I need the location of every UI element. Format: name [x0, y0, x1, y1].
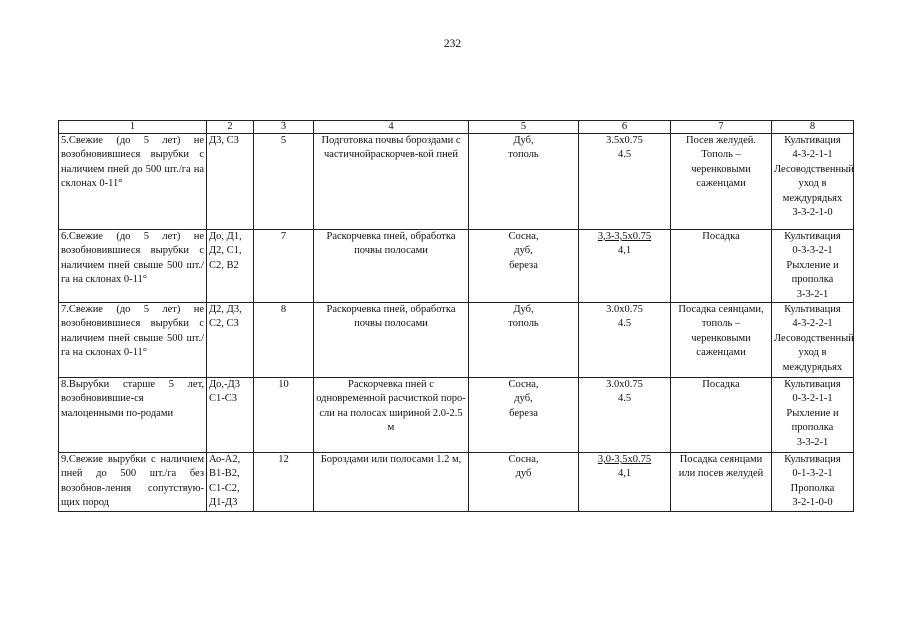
- species-line: Сосна,: [508, 379, 539, 391]
- forest-type-line: С1-С2,: [209, 482, 240, 494]
- care-cell: [772, 134, 854, 230]
- scheme-cell: [579, 378, 671, 453]
- method-cell: Посев желудей. Тополь – черенковыми саженцами: [671, 134, 772, 230]
- table-row: [59, 230, 854, 303]
- species-cell: [469, 378, 579, 453]
- category-cell: 8.Вырубки старше 5 лет, возобновившие-ся малоценными по-родами: [59, 378, 207, 453]
- species-cell: [469, 303, 579, 378]
- scheme-line: 4,1: [617, 245, 632, 257]
- care-line: Лесоводственный уход в междурядьях: [774, 332, 854, 373]
- scheme-line: 3,3-3,5х0.75: [597, 231, 652, 242]
- soil-prep-cell: Подготовка почвы бороздами с частичнойраскорчев-кой пней: [314, 134, 469, 230]
- care-line: 3-3-2-1: [796, 436, 829, 448]
- scheme-line: 3,0-3,5х0.75: [597, 454, 652, 466]
- forest-type-cell: [207, 230, 254, 303]
- soil-prep-cell: Бороздами или полосами 1.2 м,: [314, 453, 469, 512]
- category-cell: 5.Свежие (до 5 лет) не возобновившиеся вырубки с наличием пней до 500 шт./га на склонах 0-11°: [59, 134, 207, 230]
- care-line: 3-3-2-1: [796, 288, 829, 300]
- table-row: [59, 453, 854, 512]
- number-cell: 12: [254, 453, 314, 512]
- soil-prep-cell: Раскорчевка пней, обработка почвы полосами: [314, 230, 469, 303]
- forest-type-line: Ао-А2,: [209, 454, 241, 466]
- column-header: 3: [254, 121, 314, 134]
- forest-type-line: С2, С3: [209, 318, 239, 330]
- category-cell: 7.Свежие (до 5 лет) не возобновившиеся вырубки с наличием пней свыше 500 шт./га на склонах 0-11°: [59, 303, 207, 378]
- method-cell: Посадка: [671, 230, 772, 303]
- scheme-line: 4.5: [617, 149, 632, 161]
- column-header: 2: [207, 121, 254, 134]
- reforestation-table: [58, 120, 854, 512]
- category-cell: 6.Свежие (до 5 лет) не возобновившиеся вырубки с наличием пней свыше 500 шт./га на склонах 0-11°: [59, 230, 207, 303]
- forest-type-cell: [207, 303, 254, 378]
- care-line: Лесоводственный уход в междурядьях: [774, 163, 854, 204]
- column-header: 7: [671, 121, 772, 134]
- page-number: 232: [443, 38, 462, 50]
- care-cell: [772, 378, 854, 453]
- species-line: тополь: [508, 318, 539, 330]
- care-line: Культивация: [784, 135, 841, 146]
- column-header: 6: [579, 121, 671, 134]
- forest-type-line: С2, В2: [209, 259, 239, 271]
- scheme-line: 4.5: [617, 393, 632, 405]
- column-header: 1: [59, 121, 207, 134]
- species-line: береза: [509, 259, 538, 271]
- column-header: 4: [314, 121, 469, 134]
- table-row: [59, 378, 854, 453]
- care-line: Культивация: [784, 454, 841, 466]
- care-line: Прополка: [790, 482, 835, 494]
- care-line: 0-1-3-2-1: [792, 468, 833, 480]
- forest-type-line: Д2, Д3,: [209, 304, 242, 316]
- species-line: Дуб,: [513, 304, 534, 316]
- scheme-cell: [579, 230, 671, 303]
- species-line: тополь: [508, 149, 539, 161]
- care-line: 3-2-1-0-0: [792, 497, 833, 509]
- column-header: 5: [469, 121, 579, 134]
- forest-type-cell: [207, 378, 254, 453]
- forest-type-cell: [207, 453, 254, 512]
- scheme-cell: [579, 303, 671, 378]
- column-header: 8: [772, 121, 854, 134]
- method-cell: Посадка сеянцами или посев желудей: [671, 453, 772, 512]
- forest-type-cell: [207, 134, 254, 230]
- number-cell: 7: [254, 230, 314, 303]
- method-cell: Посадка: [671, 378, 772, 453]
- care-line: 4-3-2-1-1: [792, 149, 833, 161]
- scheme-line: 3.0х0.75: [606, 379, 643, 391]
- care-line: 0-3-2-1-1: [792, 393, 833, 405]
- care-line: Культивация: [784, 379, 841, 391]
- number-cell: 8: [254, 303, 314, 378]
- method-cell: Посадка сеянцами, тополь – черенковыми саженцами: [671, 303, 772, 378]
- species-cell: [469, 453, 579, 512]
- care-line: Рыхление и прополка: [786, 407, 839, 434]
- species-cell: [469, 134, 579, 230]
- species-line: дуб: [515, 468, 532, 480]
- care-line: 0-3-3-2-1: [792, 245, 833, 257]
- forest-type-line: С1-С3: [209, 393, 238, 405]
- care-line: Культивация: [784, 304, 841, 316]
- forest-type-line: Д3, С3: [209, 135, 239, 146]
- number-cell: 10: [254, 378, 314, 453]
- forest-type-line: Д1-Д3: [209, 497, 238, 509]
- scheme-line: 3.0х0.75: [606, 304, 643, 316]
- care-cell: [772, 230, 854, 303]
- care-line: 4-3-2-2-1: [792, 318, 833, 330]
- care-line: 3-3-2-1-0: [792, 207, 833, 219]
- soil-prep-cell: Раскорчевка пней, обработка почвы полосами: [314, 303, 469, 378]
- forest-type-line: До,-Д3: [209, 379, 240, 391]
- scheme-cell: [579, 134, 671, 230]
- scheme-line: 3.5х0.75: [606, 135, 643, 146]
- care-line: Культивация: [784, 231, 841, 242]
- number-cell: 5: [254, 134, 314, 230]
- header-row: [59, 121, 854, 134]
- forest-type-line: В1-В2,: [209, 468, 240, 480]
- species-line: Сосна,: [508, 231, 539, 242]
- table-row: [59, 134, 854, 230]
- category-cell: 9.Свежие вырубки с наличием пней до 500 шт./га без возобнов-ления сопутствую-щих пород: [59, 453, 207, 512]
- care-line: Рыхление и прополка: [786, 259, 839, 286]
- scheme-cell: [579, 453, 671, 512]
- species-line: Дуб,: [513, 135, 534, 146]
- scheme-line: 4,1: [617, 468, 632, 480]
- soil-prep-cell: Раскорчевка пней с одновременной расчисткой поро-сли на полосах шириной 2.0-2.5 м: [314, 378, 469, 453]
- species-line: дуб,: [514, 245, 533, 257]
- species-line: береза: [509, 407, 538, 419]
- care-cell: [772, 303, 854, 378]
- forest-type-line: Д2, С1,: [209, 245, 242, 257]
- scheme-line: 4.5: [617, 318, 632, 330]
- species-line: дуб,: [514, 393, 533, 405]
- table-row: [59, 303, 854, 378]
- species-cell: [469, 230, 579, 303]
- species-line: Сосна,: [508, 454, 539, 466]
- care-cell: [772, 453, 854, 512]
- forest-type-line: До, Д1,: [209, 231, 242, 242]
